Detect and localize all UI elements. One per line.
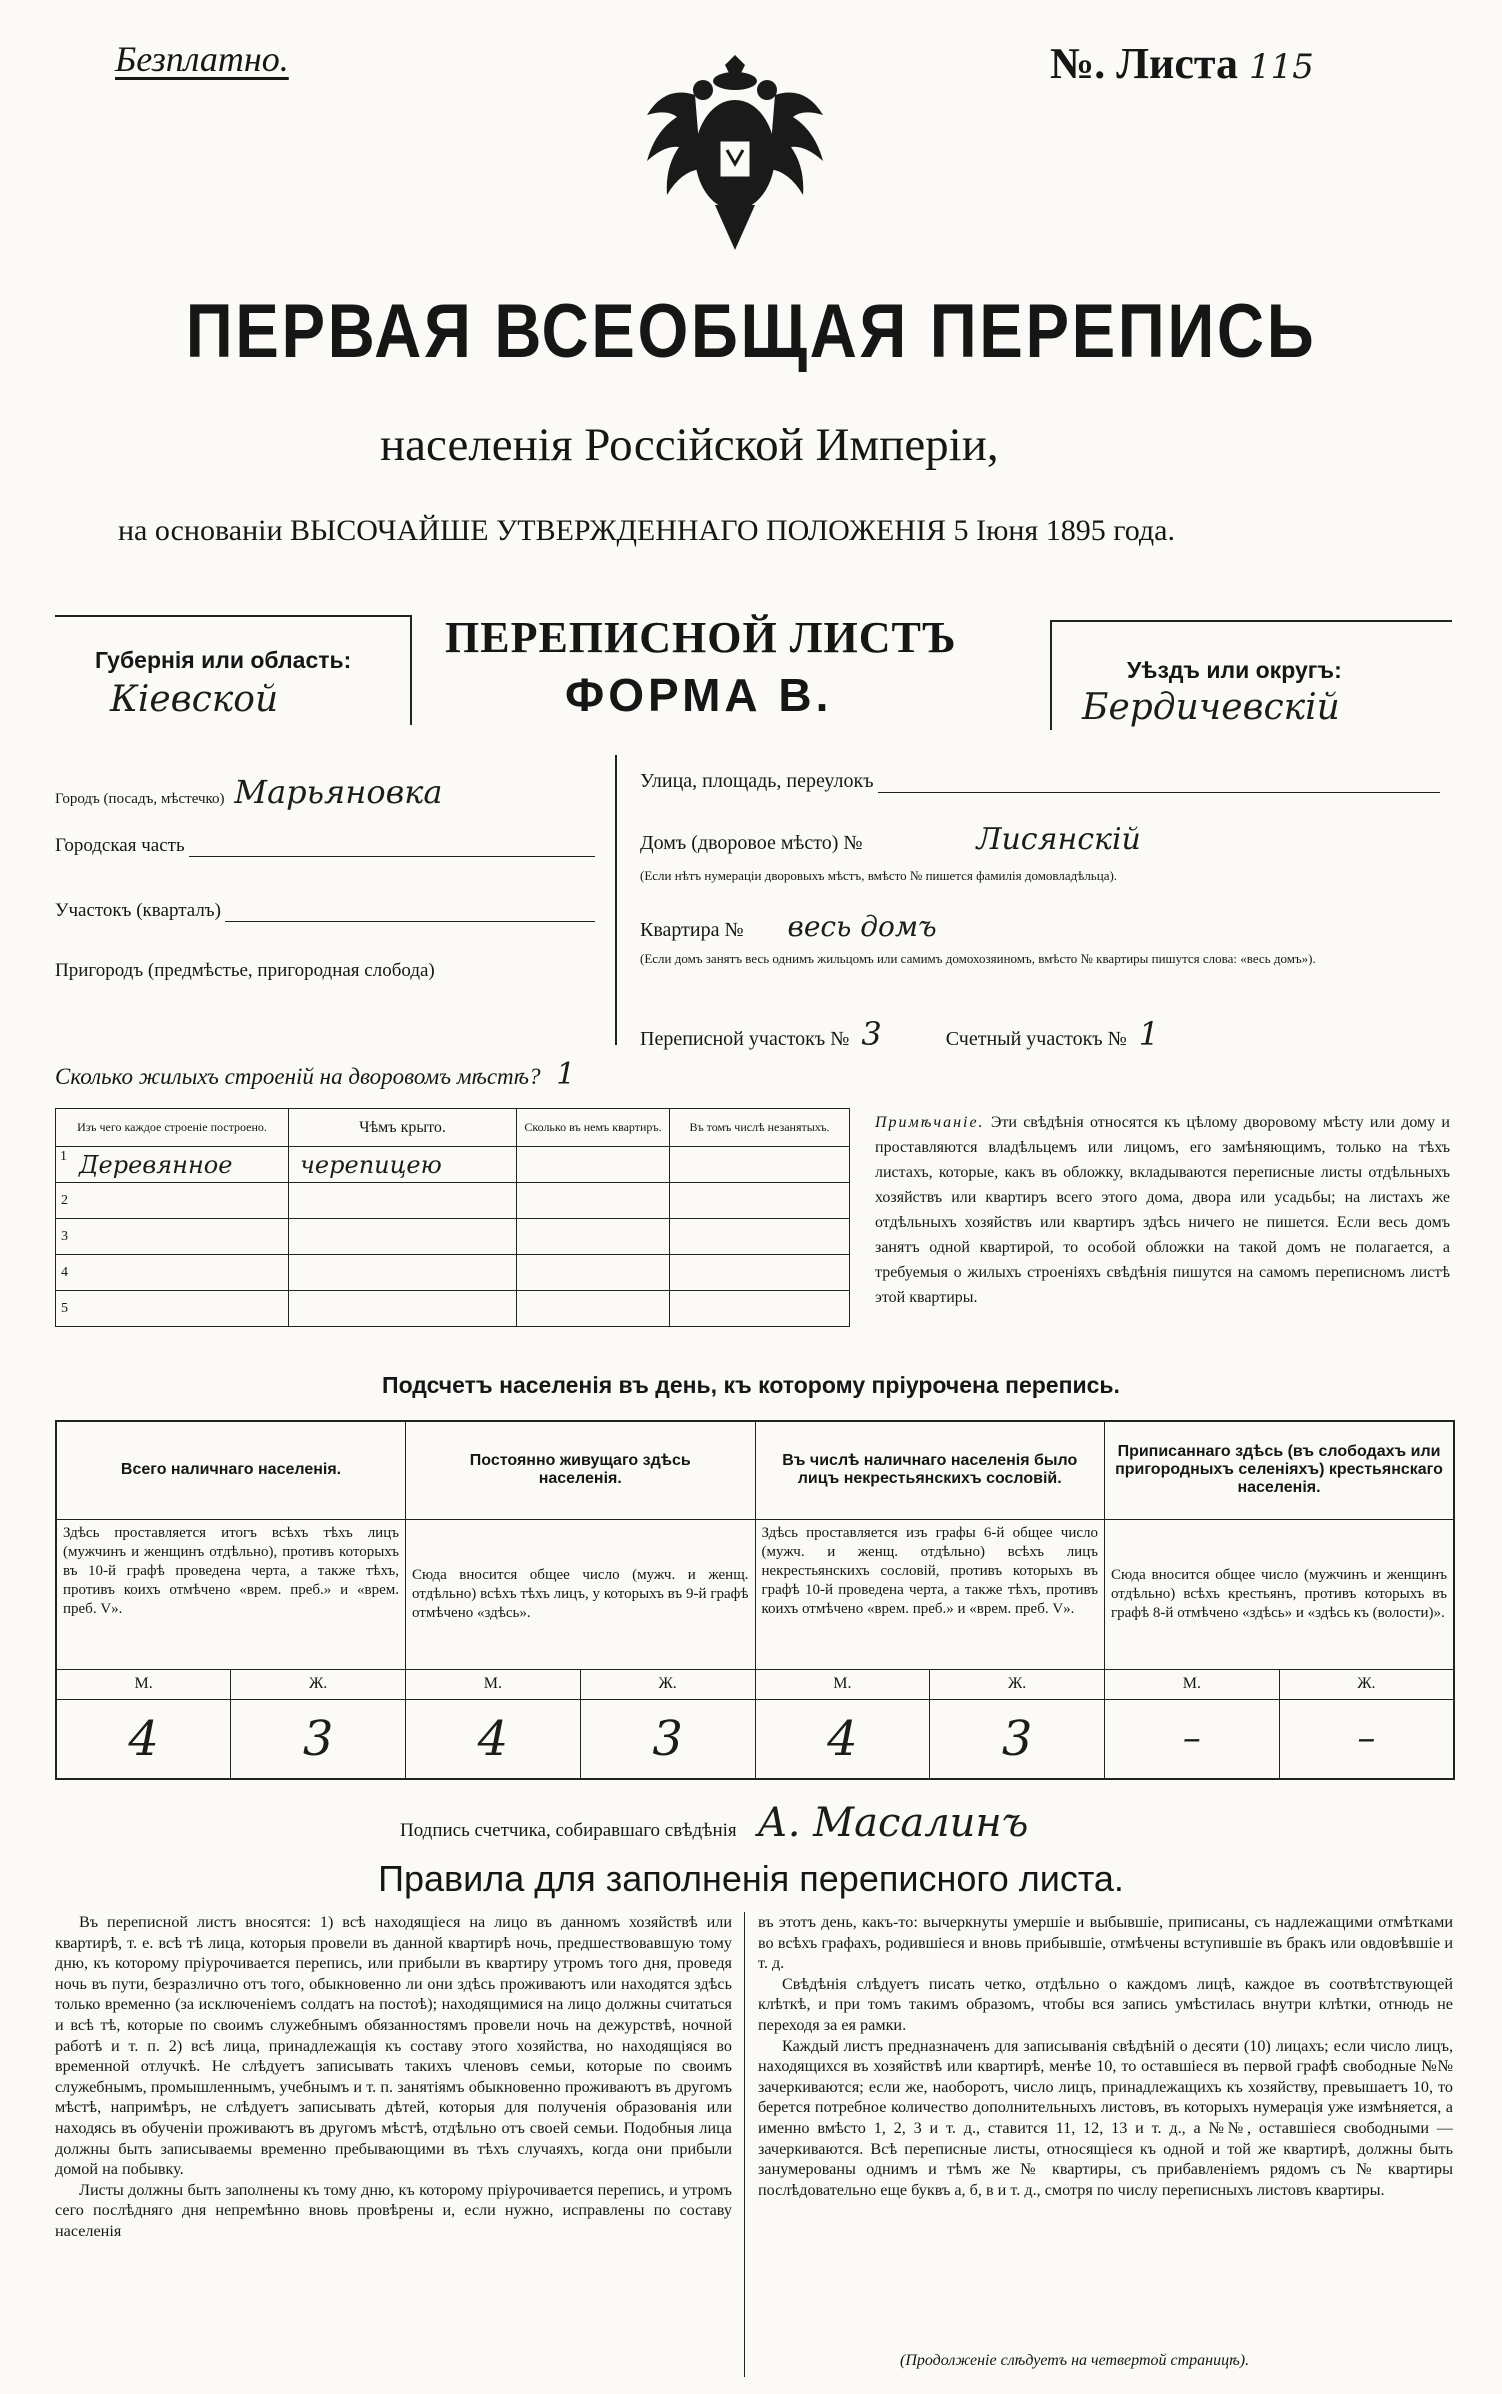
areas-row [640,1015,1440,1053]
row-roof[interactable]: черепицею [300,1150,442,1179]
row-roof[interactable] [289,1183,517,1219]
city-part-row [55,835,595,857]
house-note: (Если нѣтъ нумераціи дворовыхъ мѣстъ, вмѣсто № пишется фамилія домовладѣльца). [640,868,1118,883]
rules-right-p1: въ этотъ день, какъ-то: вычеркнуты умершіе и выбывшіе, приписаны, съ надлежащими отмѣтками во всѣхъ графахъ, родившіеся и вновь прибывшіе, отмѣчены вступившіе въ бракъ или овдовѣвшіе и т. д. [758,1913,1453,1973]
form-title: ФОРМА В. [565,669,833,721]
table-row [56,1219,850,1255]
pop-non-peasant-m[interactable]: 4 [755,1699,930,1779]
row-number: 3 [61,1228,68,1244]
buildings-col-roof: Чѣмъ крыто. [289,1109,517,1147]
buildings-note [875,1110,1450,1310]
row-number: 5 [61,1300,68,1316]
signature-row [400,1800,1028,1846]
count-area-value[interactable]: 1 [1138,1015,1160,1053]
pop-col-total: Всего наличнаго населенія. [56,1421,406,1519]
pop-desc-permanent: Сюда вносится общее число (мужч. и женщ. отдѣльно) всѣхъ тѣхъ лицъ, у которыхъ въ 9-й графѣ отмѣчено «здѣсь». [406,1519,756,1669]
house-value[interactable]: Лисянскій [976,822,1141,857]
row-vacant[interactable] [670,1183,850,1219]
uezd-label: Уѣздъ или округъ: [1127,657,1342,683]
m-label: М. [56,1669,231,1699]
apt-row [640,910,1440,943]
pop-desc-total: Здѣсь проставляется итогъ всѣхъ тѣхъ лицъ (мужчинъ и женщинъ отдѣльно), противъ которыхъ въ 10-й графѣ проведена черта, а также тѣхъ, противъ коихъ отмѣчено «врем. преб.» и «врем. преб. V». [56,1519,406,1669]
buildings-col-material: Изъ чего каждое строеніе построено. [56,1109,289,1147]
buildings-question [55,1057,575,1092]
house-label: Домъ (дворовое мѣсто) № [640,832,863,854]
city-value[interactable]: Марьяновка [234,773,443,811]
pop-col-peasant: Приписаннаго здѣсь (въ слободахъ или пригородныхъ селеніяхъ) крестьянскаго населенія. [1105,1421,1455,1519]
city-row [55,773,595,811]
row-apartments[interactable] [517,1147,670,1183]
address-left [55,755,617,1045]
buildings-question-label: Сколько жилыхъ строеній на дворовомъ мѣстѣ? [55,1064,541,1089]
sheet-title: ПЕРЕПИСНОЙ ЛИСТЪ [445,613,957,662]
row-apartments[interactable] [517,1255,670,1291]
pop-total-m[interactable]: 4 [56,1699,231,1779]
city-label: Городъ (посадъ, мѣстечко) [55,791,225,807]
rules-right [758,1912,1453,2352]
pop-peasant-m[interactable]: – [1105,1699,1280,1779]
gubernia-value[interactable]: Кіевской [110,679,279,720]
f-label: Ж. [231,1669,406,1699]
street-label: Улица, площадь, переулокъ [640,770,874,792]
buildings-table [55,1108,850,1327]
row-number: 4 [61,1264,68,1280]
row-roof[interactable] [289,1219,517,1255]
m-label: М. [755,1669,930,1699]
pop-desc-peasant: Сюда вносится общее число (мужчинъ и женщинъ отдѣльно) всѣхъ крестьянъ, противъ которыхъ въ графѣ 8-й отмѣчено «здѣсь» и «здѣсь къ (волости)». [1105,1519,1455,1669]
rules-continued: (Продолженіе слѣдуетъ на четвертой страницѣ). [900,2352,1250,2369]
pop-peasant-f[interactable]: – [1279,1699,1454,1779]
population-title: Подсчетъ населенія въ день, къ которому пріурочена перепись. [382,1372,1120,1398]
sheet-number-label: №. Листа [1050,39,1239,88]
row-apartments[interactable] [517,1219,670,1255]
population-table [55,1420,1455,1780]
rules-right-p3: Каждый листъ предназначенъ для записыванія свѣдѣній о десяти (10) лицахъ; если число лицъ, находящихся въ хозяйствѣ или квартирѣ, менѣе 10, то оставшіеся въ первой графѣ свободные №№ зачеркиваются; если же, наоборотъ, число лицъ, принадлежащихъ къ хозяйству, превышаетъ 10, то берется потребное количество дополнительныхъ листовъ, въ которыхъ нумерація уже измѣняется, а именно вмѣсто 1, 2, 3 и т. д., ставится 11, 12, 13 и т. д., а №№, оставшіеся свободными — зачеркиваются. Всѣ переписные листы, относящіеся къ одной и той же квартирѣ, должны быть занумерованы однимъ и тѣмъ же № квартиры, съ прибавленіемъ рядомъ съ № квартиры послѣдовательно еще буквъ а, б, в и т. д., смотря по числу переписныхъ листовъ квартиры. [758,2036,1453,2199]
coat-of-arms-icon [635,45,835,260]
district-label: Участокъ (кварталъ) [55,900,221,921]
row-roof[interactable] [289,1255,517,1291]
sheet-number [1050,38,1314,89]
f-label: Ж. [930,1669,1105,1699]
buildings-col-apartments: Сколько въ немъ квартиръ. [517,1109,670,1147]
buildings-answer[interactable]: 1 [556,1057,576,1092]
f-label: Ж. [1279,1669,1454,1699]
row-number: 2 [61,1192,68,1208]
note-text: Эти свѣдѣнія относятся къ цѣлому дворовому мѣсту или дому и проставляются владѣльцемъ или лицомъ, его замѣняющимъ, только на тѣхъ листахъ, которые, какъ въ обложку, вкладываются переписные листы отдѣльныхъ хозяйствъ или квартиръ всего этого дома, двора или усадьбы; на листахъ же отдѣльныхъ хозяйствъ или квартиръ здѣсь ничего не пишется. Если весь домъ занятъ одной квартирой, то особой обложки на такой домъ не полагается, а требуемыя о жилыхъ строеніяхъ свѣдѣнія пишутся на самомъ переписномъ листѣ этой квартиры. [875,1114,1450,1306]
table-row [56,1291,850,1327]
row-material[interactable]: Деревянное [79,1150,233,1179]
city-part-label: Городская часть [55,835,185,856]
row-vacant[interactable] [670,1255,850,1291]
page-title: ПЕРВАЯ ВСЕОБЩАЯ ПЕРЕПИСЬ [185,289,1317,374]
buildings-col-vacant: Въ томъ числѣ незанятыхъ. [670,1109,850,1147]
gubernia-box [55,615,412,725]
m-label: М. [1105,1669,1280,1699]
pop-col-non-peasant: Въ числѣ наличнаго населенія было лицъ некрестьянскихъ сословій. [755,1421,1105,1519]
rules-left [55,1912,745,2377]
pop-permanent-f[interactable]: 3 [580,1699,755,1779]
count-area-label: Счетный участокъ № [945,1028,1127,1050]
sheet-number-value: 115 [1249,47,1314,87]
apt-value[interactable]: весь домъ [787,910,937,943]
row-apartments[interactable] [517,1291,670,1327]
pop-col-permanent: Постоянно живущаго здѣсь населенія. [406,1421,756,1519]
row-apartments[interactable] [517,1183,670,1219]
house-row [640,822,1440,857]
uezd-box [1050,620,1452,730]
note-title: Примѣчаніе. [875,1114,985,1131]
row-vacant[interactable] [670,1219,850,1255]
pop-total-f[interactable]: 3 [231,1699,406,1779]
page-subtitle: населенія Россійской Имперіи, [380,419,999,471]
rules-right-p2: Свѣдѣнія слѣдуетъ писать четко, отдѣльно о каждомъ лицѣ, каждое въ соотвѣтствующей клѣткѣ, и при томъ такимъ образомъ, чтобы вся запись умѣстилась внутри клѣтки, отнюдь не переходя за ея рамки. [758,1974,1453,2034]
census-area-label: Переписной участокъ № [640,1028,850,1050]
table-row [56,1255,850,1291]
f-label: Ж. [580,1669,755,1699]
apt-label: Квартира № [640,919,744,941]
table-row [56,1183,850,1219]
uezd-value[interactable]: Бердичевскій [1082,687,1340,728]
rules-left-p2: Листы должны быть заполнены къ тому дню, къ которому пріурочивается перепись, и утромъ сего послѣдняго дня непремѣнно вновь провѣрены и, если нужно, исправлены по составу населенія [55,2180,732,2240]
basis-line: на основаніи ВЫСОЧАЙШЕ УТВЕРЖДЕННАГО ПОЛОЖЕНІЯ 5 Іюня 1895 года. [118,514,1175,547]
m-label: М. [406,1669,581,1699]
row-vacant[interactable] [670,1147,850,1183]
signature-label: Подпись счетчика, собиравшаго свѣдѣнія [400,1820,737,1841]
district-row [55,900,595,922]
pop-non-peasant-f[interactable]: 3 [930,1699,1105,1779]
rules-left-p1: Въ переписной листъ вносятся: 1) всѣ находящіеся на лицо въ данномъ хозяйствѣ или квартирѣ, т. е. всѣ тѣ лица, которыя провели въ данной квартирѣ ночь, предшествовавшую тому дню, къ которому пріурочивается перепись, или прибыли въ квартиру утромъ того дня, проведя ночь въ пути, безразлично отъ того, обыкновенно ли они здѣсь проживаютъ или находятся здѣсь только временно (за исключеніемъ солдатъ на постоѣ); находящимися на лицо должны считаться и всѣ тѣ, которые по своимъ служебнымъ обязанностямъ провели ночь на дежурствѣ, ночной работѣ и т. п. 2) всѣ лица, принадлежащія къ составу этого хозяйства, но находящіяся во временной отлучкѣ. Не слѣдуетъ записывать такихъ членовъ семьи, которые по своимъ служебнымъ, промышленнымъ, учебнымъ и т. п. занятіямъ обыкновенно проживаютъ въ другомъ мѣстѣ, напримѣръ, не слѣдуетъ записывать дѣтей, которыя для полученія образованія или находясь въ обученіи проживаютъ въ другомъ мѣстѣ, отдѣльно отъ своей семьи. Подобныя лица должны быть записываемы временно пребывающими въ тѣхъ случаяхъ, когда они прибыли домой на побывку. [55,1913,732,2179]
table-row [56,1147,850,1183]
free-label: Безплатно. [115,39,289,79]
row-vacant[interactable] [670,1291,850,1327]
census-area-value[interactable]: 3 [861,1015,882,1053]
suburb-row [55,960,595,982]
suburb-label: Пригородъ (предмѣстье, пригородная слобода) [55,960,435,981]
pop-desc-non-peasant: Здѣсь проставляется изъ графы 6-й общее число (мужч. и женщ. отдѣльно) всѣхъ лицъ некрестьянскихъ сословій, противъ которыхъ въ графѣ 10-й проведена черта, а также тѣхъ, противъ коихъ отмѣчено «врем. преб.» и «врем. преб. V». [755,1519,1105,1669]
pop-permanent-m[interactable]: 4 [406,1699,581,1779]
apt-note: (Если домъ занятъ весь однимъ жильцомъ или самимъ домохозяиномъ, вмѣсто № квартиры пишутся слова: «весь домъ»). [640,951,1316,966]
street-row [640,770,1440,793]
row-number: 1 [60,1149,67,1164]
gubernia-label: Губернія или область: [95,647,352,673]
row-roof[interactable] [289,1291,517,1327]
signature-value[interactable]: А. Масалинъ [757,1800,1029,1846]
rules-title: Правила для заполненія переписного листа. [378,1858,1124,1899]
